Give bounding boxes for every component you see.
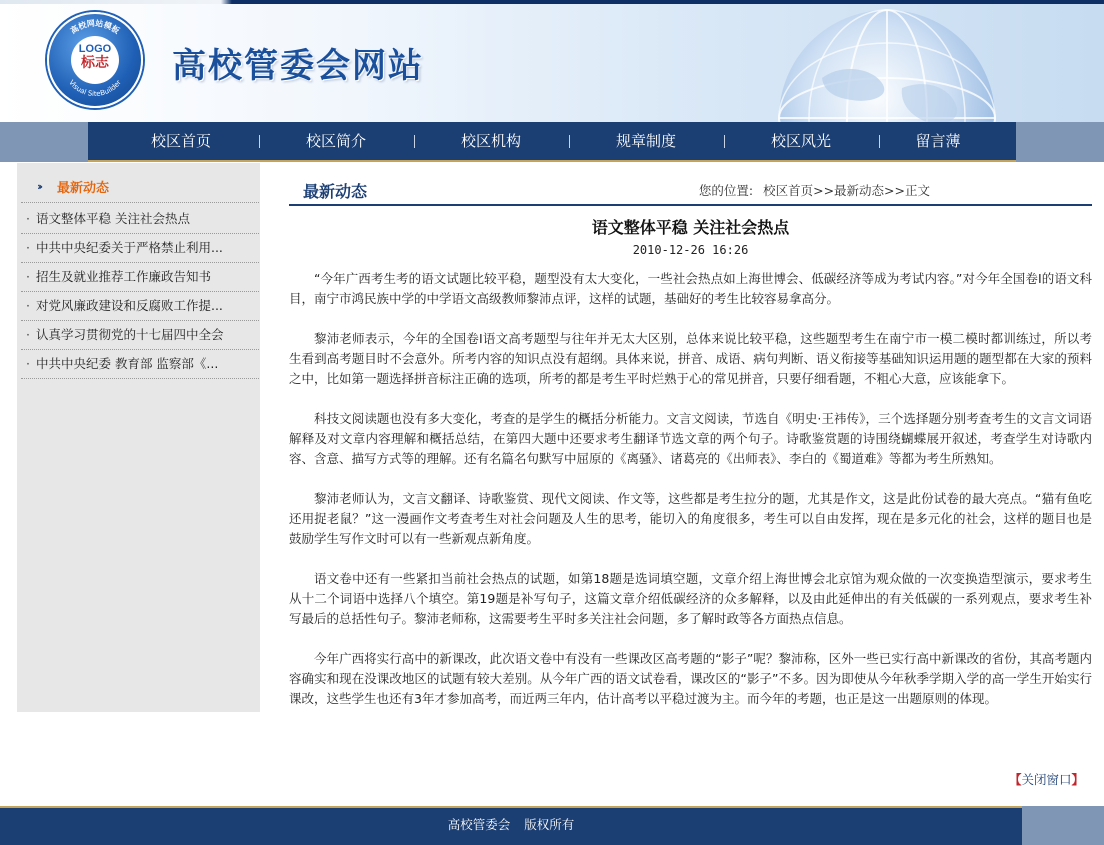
- sidebar-news-list: [21, 205, 259, 379]
- svg-text:高校网站模板: [68, 18, 121, 36]
- nav-separator: [414, 135, 415, 148]
- close-window-link[interactable]: [1009, 770, 1084, 788]
- bullet-icon: ·: [26, 240, 30, 255]
- logo-main-text: LOGO: [78, 43, 112, 55]
- nav-item-regulations[interactable]: 规章制度: [615, 132, 676, 150]
- nav-separator: [724, 135, 725, 148]
- bullet-icon: ·: [26, 327, 30, 342]
- sidebar: [17, 163, 260, 712]
- article-paragraph: 黎沛老师认为，文言文翻译、诗歌鉴赏、现代文阅读、作文等，这些都是考生拉分的题，尤其是作文，这是此份试卷的最大亮点。“猫有鱼吃还用捉老鼠？”这一漫画作文考查考生对社会问题及人生的思考，能切入的角度很多，考生可以自由发挥，现在是多元化的社会，这样的题目也是鼓励学生写作文时可以有一些新观点新角度。: [289, 491, 1092, 546]
- sidebar-news-item-label: 招生及就业推荐工作廉政告知书: [35, 269, 211, 284]
- bullet-icon: ·: [26, 269, 30, 284]
- nav-item-home[interactable]: 校区首页: [150, 132, 211, 150]
- site-header: [0, 0, 1104, 122]
- breadcrumb-path[interactable]: 校区首页>>最新动态>>正文: [763, 183, 930, 198]
- logo-ring-top-text: 高校网站模板: [68, 18, 122, 36]
- breadcrumb-label: 您的位置:: [698, 183, 754, 198]
- logo-ring-bottom-text: Visual SiteBuilder: [67, 78, 123, 99]
- sidebar-news-item-label: 语文整体平稳 关注社会热点: [35, 211, 190, 226]
- nav-separator: [259, 135, 260, 148]
- close-bracket-left: 【: [1008, 772, 1022, 787]
- sidebar-title-text: 最新动态: [57, 181, 110, 196]
- article-paragraph: 黎沛老师表示，今年的全国卷Ⅰ语文高考题型与往年并无太大区别，总体来说比较平稳，这些题型考生在南宁市一模二模时都训练过，所以考生看到高考题目时不会意外。所考内容的知识点没有超纲。具体来说，拼音、成语、病句判断、语义衔接等基础知识运用题的题型都在大家的预料之中，比如第一题选择拼音标注正确的选项，所考的都是考生平时烂熟于心的常见拼音，只要仔细看题，不粗心大意，应该能拿下。: [289, 331, 1092, 386]
- article-paragraph: 今年广西将实行高中的新课改，此次语文卷中有没有一些课改区高考题的“影子”呢？黎沛称，区外一些已实行高中新课改的省份，其高考题内容确实和现在没课改地区的试题有较大差别。从今年广西的语文试卷看，课改区的“影子”不多。因为即使从今年秋季学期入学的高一学生开始实行课改，这些学生也还有3年才参加高考，而近两三年内，估计高考以平稳过渡为主。而今年的考题，也正是这一出题原则的体现。: [289, 651, 1092, 706]
- article-title: 语文整体平稳 关注社会热点: [591, 218, 790, 237]
- sidebar-news-item[interactable]: [21, 234, 259, 263]
- section-heading: 最新动态: [303, 182, 368, 201]
- globe-icon: [752, 8, 1022, 122]
- article-date: 2010-12-26 16:26: [632, 243, 749, 257]
- article-paragraph: 语文卷中还有一些紧扣当前社会热点的试题，如第18题是选词填空题，文章介绍上海世博会北京馆为观众做的一次变换造型演示，要求考生从十二个词语中选择八个填空。第19题是补写句子，这篇文章介绍低碳经济的众多解释，以及由此延伸出的有关低碳的一系列观点，要求考生补写最后的总括性句子。黎沛老师称，这需要考生平时多关注社会问题，多了解时政等各方面热点信息。: [289, 571, 1092, 626]
- double-chevron-right-icon: ››: [37, 180, 41, 193]
- logo-center: [71, 36, 119, 84]
- article-paragraph: “今年广西考生考的语文试题比较平稳，题型没有太大变化，一些社会热点如上海世博会、低碳经济等成为考试内容。”对今年全国卷Ⅰ的语文科目，南宁市鸿民族中学的中学语文高级教师黎沛点评，这样的试题，基础好的考生比较容易拿高分。: [289, 271, 1092, 306]
- sidebar-title: [37, 177, 109, 196]
- nav-item-scenery[interactable]: 校区风光: [770, 132, 831, 150]
- footer-rights: 版权所有: [524, 817, 575, 832]
- header-top-stripe: [0, 0, 1104, 4]
- sidebar-news-item[interactable]: [21, 350, 259, 379]
- site-logo[interactable]: [47, 12, 143, 108]
- close-window-label[interactable]: 关闭窗口: [1021, 772, 1072, 787]
- bullet-icon: ·: [26, 211, 30, 226]
- sidebar-news-item-label: 认真学习贯彻党的十七届四中全会: [35, 327, 224, 342]
- nav-item-organization[interactable]: 校区机构: [460, 132, 521, 150]
- main-nav-bar: [88, 122, 1016, 162]
- footer-bar: [0, 806, 1022, 845]
- logo-sub-text: 标志: [81, 55, 109, 71]
- sidebar-news-item[interactable]: [21, 292, 259, 321]
- sidebar-news-item-label: 中共中央纪委关于严格禁止利用...: [35, 240, 223, 255]
- nav-separator: [569, 135, 570, 148]
- section-divider: [289, 204, 1092, 206]
- nav-item-intro[interactable]: 校区简介: [305, 132, 366, 150]
- site-title: 高校管委会网站: [172, 46, 424, 86]
- site-footer: [0, 806, 1104, 845]
- sidebar-news-item[interactable]: [21, 263, 259, 292]
- main-nav: [0, 122, 1104, 162]
- article-paragraph: 科技文阅读题也没有多大变化，考查的是学生的概括分析能力。文言文阅读，节选自《明史·王祎传》，三个选择题分别考查考生的文言文词语解释及对文章内容理解和概括总结，在第四大题中还要求考生翻译节选文章的两个句子。诗歌鉴赏题的诗围绕蝴蝶展开叙述，考查学生对诗歌内容、含意、描写方式等的理解。还有名篇名句默写中屈原的《离骚》、诸葛亮的《出师表》、李白的《蜀道难》等都为考生所熟知。: [289, 411, 1092, 466]
- sidebar-news-item[interactable]: [21, 205, 259, 234]
- sidebar-news-item-label: 对党风廉政建设和反腐败工作提...: [35, 298, 223, 313]
- bullet-icon: ·: [26, 298, 30, 313]
- footer-org: 高校管委会: [447, 817, 511, 832]
- close-bracket-right: 】: [1071, 772, 1084, 787]
- sidebar-news-item[interactable]: [21, 321, 259, 350]
- bullet-icon: ·: [26, 356, 30, 371]
- breadcrumb: [699, 181, 930, 199]
- sidebar-title-divider: [21, 202, 259, 203]
- nav-item-guestbook[interactable]: 留言薄: [915, 132, 961, 150]
- sidebar-news-item-label: 中共中央纪委 教育部 监察部《...: [35, 356, 219, 371]
- article-body: [289, 269, 1092, 729]
